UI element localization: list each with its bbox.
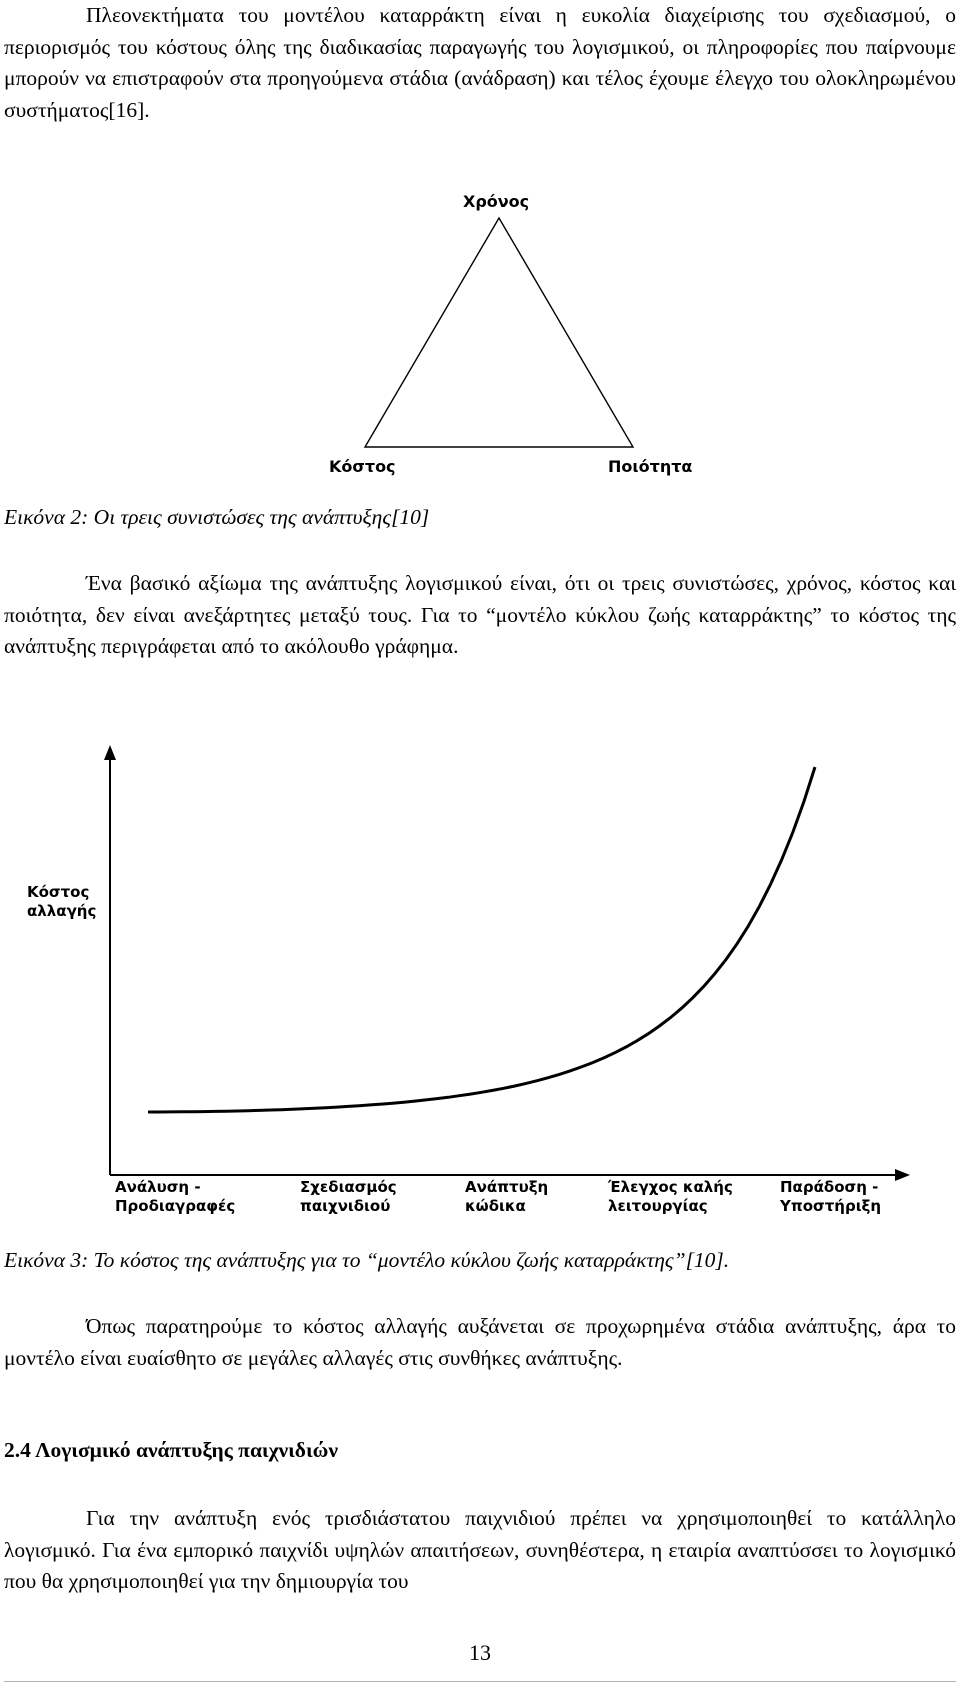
x-tick-label-delivery [780, 1178, 881, 1216]
chart-y-label [27, 883, 96, 921]
triangle-shape [365, 218, 633, 447]
footer-divider [4, 1681, 956, 1682]
x-tick-line: Έλεγχος καλής [608, 1178, 733, 1196]
paragraph-software: Για την ανάπτυξη ενός τρισδιάστατου παιχνιδιού πρέπει να χρησιμοποιηθεί το κατάλληλο λογισμικό. Για ένα εμπορικό παιχνίδι υψηλών απαιτήσεων, συνηθέστερα, η εταιρία αναπτύσσει το λογισμικό που θα χρησιμοποιηθεί για την δημιουργία του [4, 1506, 956, 1593]
paragraph-observation: Όπως παρατηρούμε το κόστος αλλαγής αυξάνεται σε προχωρημένα στάδια ανάπτυξης, άρα το μοντέλο είναι ευαίσθητο σε μεγάλες αλλαγές στις συνθήκες ανάπτυξης. [4, 1314, 956, 1370]
y-axis-arrow [104, 745, 116, 760]
x-tick-line: παιχνιδιού [300, 1197, 391, 1215]
x-tick-label-design [300, 1178, 397, 1216]
triangle-top-label: Χρόνος [463, 192, 530, 211]
x-tick-line: Ανάλυση - [115, 1178, 201, 1196]
y-label-line-1: Κόστος [27, 883, 90, 901]
x-tick-line: Παράδοση - [780, 1178, 879, 1196]
figure-2-caption: Εικόνα 2: Οι τρεις συνιστώσες της ανάπτυξης[10] [4, 505, 430, 529]
page-number: 13 [469, 1640, 491, 1665]
triangle-right-label: Ποιότητα [608, 457, 693, 476]
x-tick-label-development [465, 1178, 548, 1216]
x-axis-arrow [895, 1169, 910, 1181]
triangle-diagram [0, 0, 960, 500]
cost-curve-line [148, 767, 815, 1112]
y-label-line-2: αλλαγής [27, 902, 97, 920]
x-tick-line: Σχεδιασμός [300, 1178, 397, 1196]
x-tick-line: Προδιαγραφές [115, 1197, 236, 1215]
x-tick-label-testing [608, 1178, 733, 1216]
paragraph-intro: Πλεονεκτήματα του μοντέλου καταρράκτη είναι η ευκολία διαχείρισης του σχεδιασμού, ο περιορισμός του κόστους όλης της διαδικασίας παραγωγής του λογισμικού, οι πληροφορίες που παίρνουμε μπορούν να επιστραφούν στα προηγούμενα στάδια (ανάδραση) και τέλος έχουμε έλεγχο του ολοκληρωμένου συστήματος[16]. [4, 3, 956, 122]
x-tick-line: Υποστήριξη [780, 1197, 882, 1215]
x-tick-line: Ανάπτυξη [465, 1178, 549, 1196]
triangle-left-label: Κόστος [329, 457, 396, 476]
section-heading: 2.4 Λογισμικό ανάπτυξης παιχνιδιών [4, 1438, 338, 1462]
figure-3-caption: Εικόνα 3: Το κόστος της ανάπτυξης για το “μοντέλο κύκλου ζωής καταρράκτης”[10]. [4, 1248, 730, 1272]
x-tick-line: κώδικα [465, 1197, 526, 1215]
x-tick-label-analysis [115, 1178, 235, 1216]
x-tick-line: λειτουργίας [608, 1197, 708, 1215]
paragraph-axiom: Ένα βασικό αξίωμα της ανάπτυξης λογισμικού είναι, ότι οι τρεις συνιστώσες, χρόνος, κόστος και ποιότητα, δεν είναι ανεξάρτητες μεταξύ τους. Για το “μοντέλο κύκλου ζωής καταρράκτης” το κόστος της ανάπτυξης περιγράφεται από το ακόλουθο γράφημα. [4, 571, 956, 658]
